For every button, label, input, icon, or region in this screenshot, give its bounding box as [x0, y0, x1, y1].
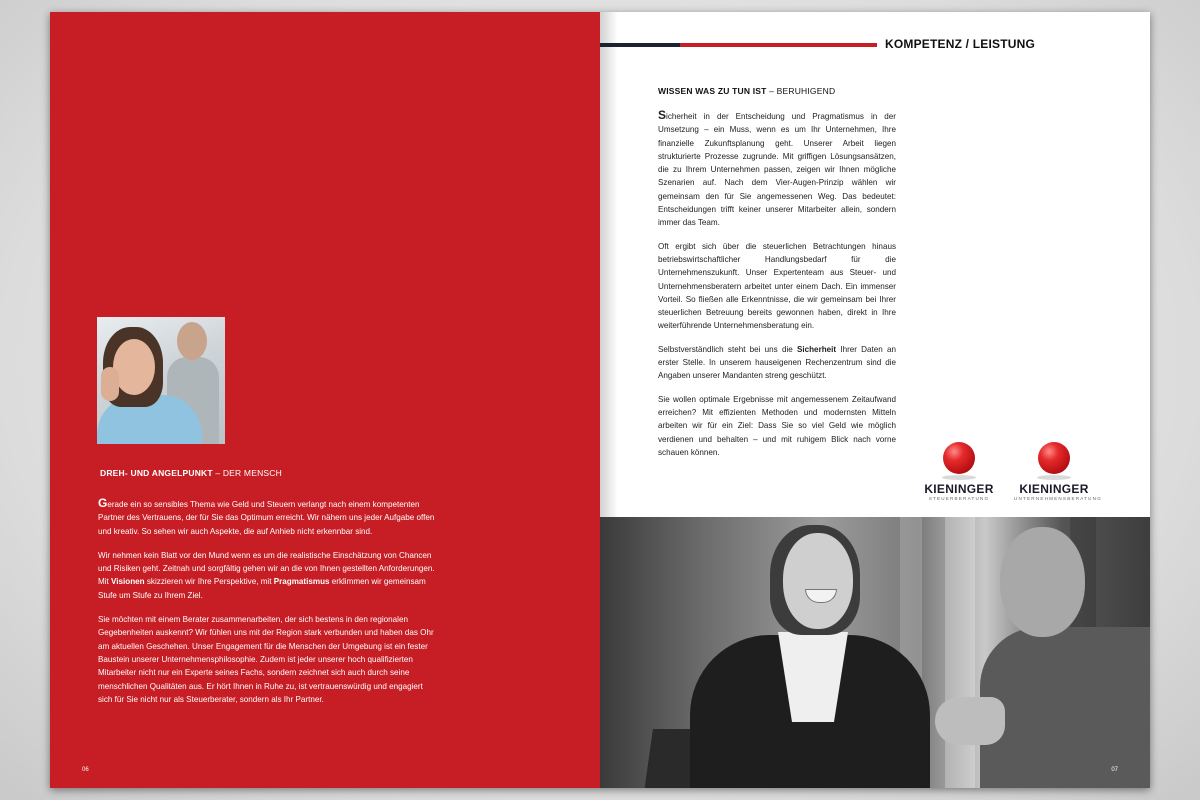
- text-run: Ihrer Daten an erster Stelle. In unserem hauseigenen Rechenzentrum sind die Angaben unserer Mandanten streng geschützt.: [658, 344, 896, 381]
- paragraph: [98, 613, 436, 706]
- drop-cap: G: [98, 496, 108, 510]
- text-run: erade ein so sensibles Thema wie Geld und Steuern verlangt nach einem kompetenten Partner des Vertrauens, der für Sie das Optimum erreicht. Wir nähern uns jeder Aufgabe offen und kreativ. So sehen wir auch Aspekte, die auf Anhieb nicht erkennbar sind.: [98, 500, 435, 536]
- heading-bold: WISSEN WAS ZU TUN IST: [658, 86, 767, 96]
- page-number: 07: [1111, 767, 1118, 773]
- heading-rest: – BERUHIGEND: [766, 86, 836, 96]
- text-run: erklimmen wir gemeinsam Stufe um Stufe zu Ihrem Ziel.: [98, 577, 426, 600]
- emphasis-text: Visionen: [111, 577, 145, 587]
- section-heading: [100, 468, 282, 478]
- logo-steuerberatung: [919, 442, 999, 501]
- emphasis-text: Pragmatismus: [273, 577, 330, 587]
- paragraph: [658, 343, 896, 383]
- heading-bold: DREH- UND ANGELPUNKT: [100, 468, 213, 478]
- portrait-photo: [97, 317, 225, 444]
- right-page: [600, 12, 1150, 788]
- emphasis-text: Sicherheit: [796, 344, 837, 354]
- right-body-text: [658, 109, 896, 469]
- drop-cap: S: [658, 108, 667, 122]
- text-run: Sie wollen optimale Ergebnisse mit angemessenem Zeitaufwand erreichen? Mit effizienten Methoden und modernsten Mitteln arbeiten wir für ein Ziel: Dass Sie so viel Geld wie möglich verdienen und behalten – und mit ruhigem Blick nach vorne schauen können.: [658, 394, 896, 457]
- logo-subtitle: UNTERNEHMENSBERATUNG: [1014, 496, 1102, 501]
- logo-name: KIENINGER: [1019, 482, 1089, 496]
- text-run: Oft ergibt sich über die steuerlichen Betrachtungen hinaus betriebswirtschaftlicher Handlungsbedarf für die Unternehmenszukunft. Unser Expertenteam aus Steuer- und Unternehmensberatern arbeitet unter einem Dach. Ein immenser Vorteil. So fließen alle Erkenntnisse, die wir gemeinsam bei Ihrer steuerlichen Betreuung bereits gewonnen haben, direkt in Ihre weiterführende Unternehmensberatung ein.: [658, 241, 896, 331]
- paragraph: [658, 109, 896, 230]
- left-body-text: [98, 497, 436, 717]
- text-run: icherheit in der Entscheidung und Pragmatismus in der Umsetzung – ein Muss, wenn es um Ihr Unternehmen, Ihre finanzielle Zukunftsplanung geht. Unserer Arbeit liegen strukturierte Prozesse zugrunde. Mit griffigen Lösungsansätzen, die zu Ihrem Unternehmen passen, zeigen wir Ihnen mögliche Szenarien auf. Nach dem Vier-Augen-Prinzip wählen wir gemeinsam den für Sie angemessenen Weg. Das bedeutet: Entscheidungen trifft keiner unserer Mitarbeiter allein, sondern immer das Team.: [658, 112, 896, 228]
- logo-unternehmensberatung: [1014, 442, 1102, 501]
- page-header-title: KOMPETENZ / LEISTUNG: [884, 37, 1035, 51]
- paragraph: [658, 240, 896, 333]
- red-sphere-logo-icon: [1038, 442, 1070, 474]
- page-number: 06: [82, 767, 89, 773]
- left-page: [50, 12, 600, 788]
- paragraph: [98, 549, 436, 602]
- text-run: Wir nehmen kein Blatt vor den Mund wenn es um die realistische Einschätzung von Chancen und Risiken geht. Zeitnah und sorgfältig gehen wir an die von Ihnen gestellten Anforderungen. Mit: [98, 550, 435, 587]
- section-heading: [658, 86, 835, 96]
- paragraph: [98, 497, 436, 538]
- text-run: Selbstverständlich steht bei uns die: [658, 344, 797, 354]
- logo-subtitle: STEUERBERATUNG: [928, 496, 990, 501]
- text-run: Sie möchten mit einem Berater zusammenarbeiten, der sich bestens in den regionalen Gegebenheiten auskennt? Wir fühlen uns mit der Region stark verbunden und haben das Ohr am aktuellen Geschehen. Unser Engagement für die Menschen der Umgebung ist ein fester Baustein unserer Unternehmensphilosophie. Zudem ist jeder unserer hoch qualifizierten Mitarbeiter nicht nur ein Experte seines Fachs, sondern zeichnet sich auch durch seine menschlichen Qualitäten aus. Er hört Ihnen in Ruhe zu, ist vertrauenswürdig und engagiert sich für Sie nicht nur als Steuerberater, sondern als Ihr Partner.: [98, 615, 434, 704]
- header-rule-dark: [600, 43, 680, 47]
- logo-name: KIENINGER: [924, 482, 994, 496]
- text-run: skizzieren wir Ihre Perspektive, mit: [144, 577, 274, 587]
- brochure-spread: [50, 12, 1150, 788]
- header-rule-red: [680, 43, 877, 47]
- paragraph: [658, 393, 896, 459]
- business-meeting-photo: [600, 517, 1150, 788]
- red-sphere-logo-icon: [943, 442, 975, 474]
- heading-rest: – DER MENSCH: [212, 468, 282, 478]
